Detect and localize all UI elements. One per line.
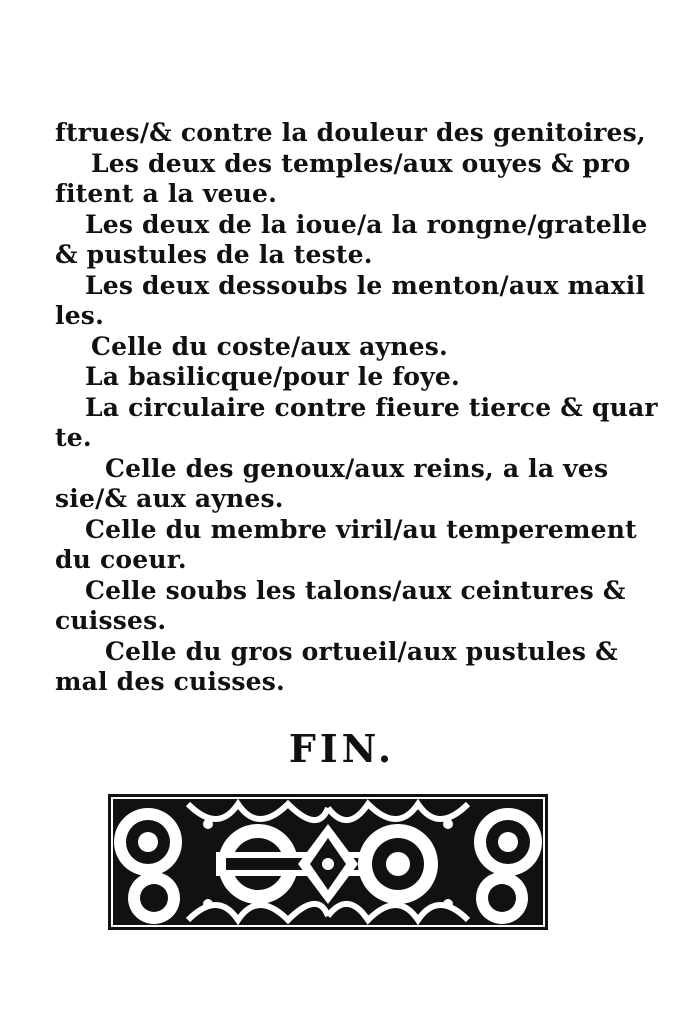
text-line: Celle soubs les talons/aux ceintures & (85, 575, 626, 605)
text-line: les. (55, 301, 104, 330)
text-line: cuisses. (55, 606, 167, 635)
text-line: Celle du membre viril/au temperement (85, 514, 637, 544)
text-line: ftrues/& contre la douleur des genitoires, (55, 118, 646, 147)
text-line: Celle du gros ortueil/aux pustules & (105, 636, 618, 666)
text-line: La circulaire contre fieure tierce & quar (85, 392, 658, 422)
text-line: Celle des genoux/aux reins, a la ves (105, 453, 609, 483)
text-line: fitent a la veue. (55, 179, 278, 208)
body-text (55, 118, 658, 698)
fin-heading: FIN. (288, 726, 396, 771)
text-line: Les deux des temples/aux ouyes & pro (91, 148, 631, 178)
text-line: sie/& aux aynes. (55, 484, 284, 513)
text-line: te. (55, 423, 92, 452)
text-line: Les deux de la ioue/a la rongne/gratelle (85, 209, 648, 239)
text-line: & pustules de la teste. (55, 240, 373, 269)
text-line: La basilicque/pour le foye. (85, 362, 460, 391)
printers-ornament-icon (108, 794, 548, 930)
text-line: Les deux dessoubs le menton/aux maxil (85, 270, 646, 300)
text-line: mal des cuisses. (55, 667, 285, 696)
text-line: Celle du coste/aux aynes. (91, 331, 448, 361)
text-line: du coeur. (55, 545, 187, 574)
